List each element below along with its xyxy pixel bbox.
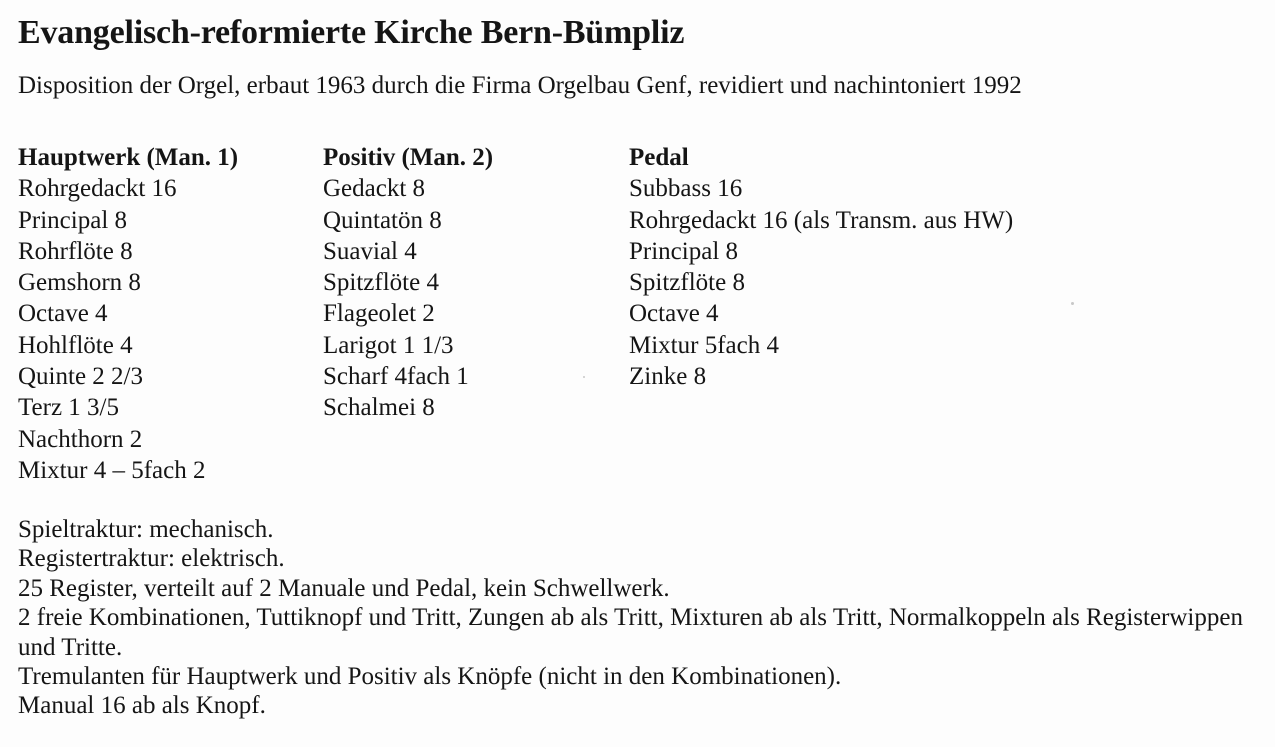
note-line: Manual 16 ab als Knopf. bbox=[18, 692, 266, 720]
stop-item: Quinte 2 2/3 bbox=[18, 363, 143, 391]
stop-item: Mixtur 5fach 4 bbox=[629, 331, 779, 359]
division-heading: Pedal bbox=[629, 144, 689, 171]
division-pedal bbox=[629, 142, 1013, 392]
stop-item: Principal 8 bbox=[18, 206, 128, 234]
stop-item: Schalmei 8 bbox=[323, 394, 435, 422]
stop-item: Octave 4 bbox=[18, 300, 108, 328]
page-title: Evangelisch-reformierte Kirche Bern-Bümpliz bbox=[18, 14, 685, 51]
organ-notes bbox=[18, 515, 1268, 721]
stop-item: Mixtur 4 – 5fach 2 bbox=[18, 456, 206, 484]
stop-item: Terz 1 3/5 bbox=[18, 394, 119, 422]
note-line: Spieltraktur: mechanisch. bbox=[18, 516, 274, 543]
note-line: Registertraktur: elektrisch. bbox=[18, 545, 285, 573]
division-hauptwerk bbox=[18, 142, 238, 486]
stop-item: Larigot 1 1/3 bbox=[323, 331, 454, 359]
division-heading: Hauptwerk (Man. 1) bbox=[18, 144, 239, 171]
stop-item: Scharf 4fach 1 bbox=[323, 363, 469, 391]
note-line: Tremulanten für Hauptwerk und Positiv als Knöpfe (nicht in den Kombinationen). bbox=[18, 663, 842, 691]
stop-item: Gedackt 8 bbox=[323, 175, 426, 203]
stop-item: Suavial 4 bbox=[323, 237, 417, 265]
stop-item: Spitzflöte 4 bbox=[323, 269, 439, 297]
stop-item: Principal 8 bbox=[629, 237, 739, 265]
stop-item: Nachthorn 2 bbox=[18, 425, 143, 453]
stop-item: Spitzflöte 8 bbox=[629, 269, 745, 297]
division-positiv bbox=[323, 142, 493, 424]
stop-item: Gemshorn 8 bbox=[18, 269, 141, 297]
stop-item: Rohrgedackt 16 bbox=[18, 175, 177, 203]
division-heading: Positiv (Man. 2) bbox=[323, 144, 494, 171]
scan-speck bbox=[1071, 302, 1074, 305]
stop-item: Subbass 16 bbox=[629, 175, 743, 203]
stop-item: Hohlflöte 4 bbox=[18, 331, 133, 359]
note-line: 2 freie Kombinationen, Tuttiknopf und Tritt, Zungen ab als Tritt, Mixturen ab als Tritt, Normalkoppeln als Registerwippen und Tritte. bbox=[18, 604, 1243, 661]
scan-speck bbox=[583, 376, 585, 378]
stop-item: Zinke 8 bbox=[629, 363, 707, 391]
page-subtitle: Disposition der Orgel, erbaut 1963 durch die Firma Orgelbau Genf, revidiert und nachintoniert 1992 bbox=[18, 72, 1022, 99]
stop-item: Quintatön 8 bbox=[323, 206, 442, 234]
stop-item: Rohrgedackt 16 (als Transm. aus HW) bbox=[629, 206, 1014, 234]
stop-item: Rohrflöte 8 bbox=[18, 237, 133, 265]
stop-item: Flageolet 2 bbox=[323, 300, 435, 328]
stop-item: Octave 4 bbox=[629, 300, 719, 328]
note-line: 25 Register, verteilt auf 2 Manuale und Pedal, kein Schwellwerk. bbox=[18, 574, 670, 602]
